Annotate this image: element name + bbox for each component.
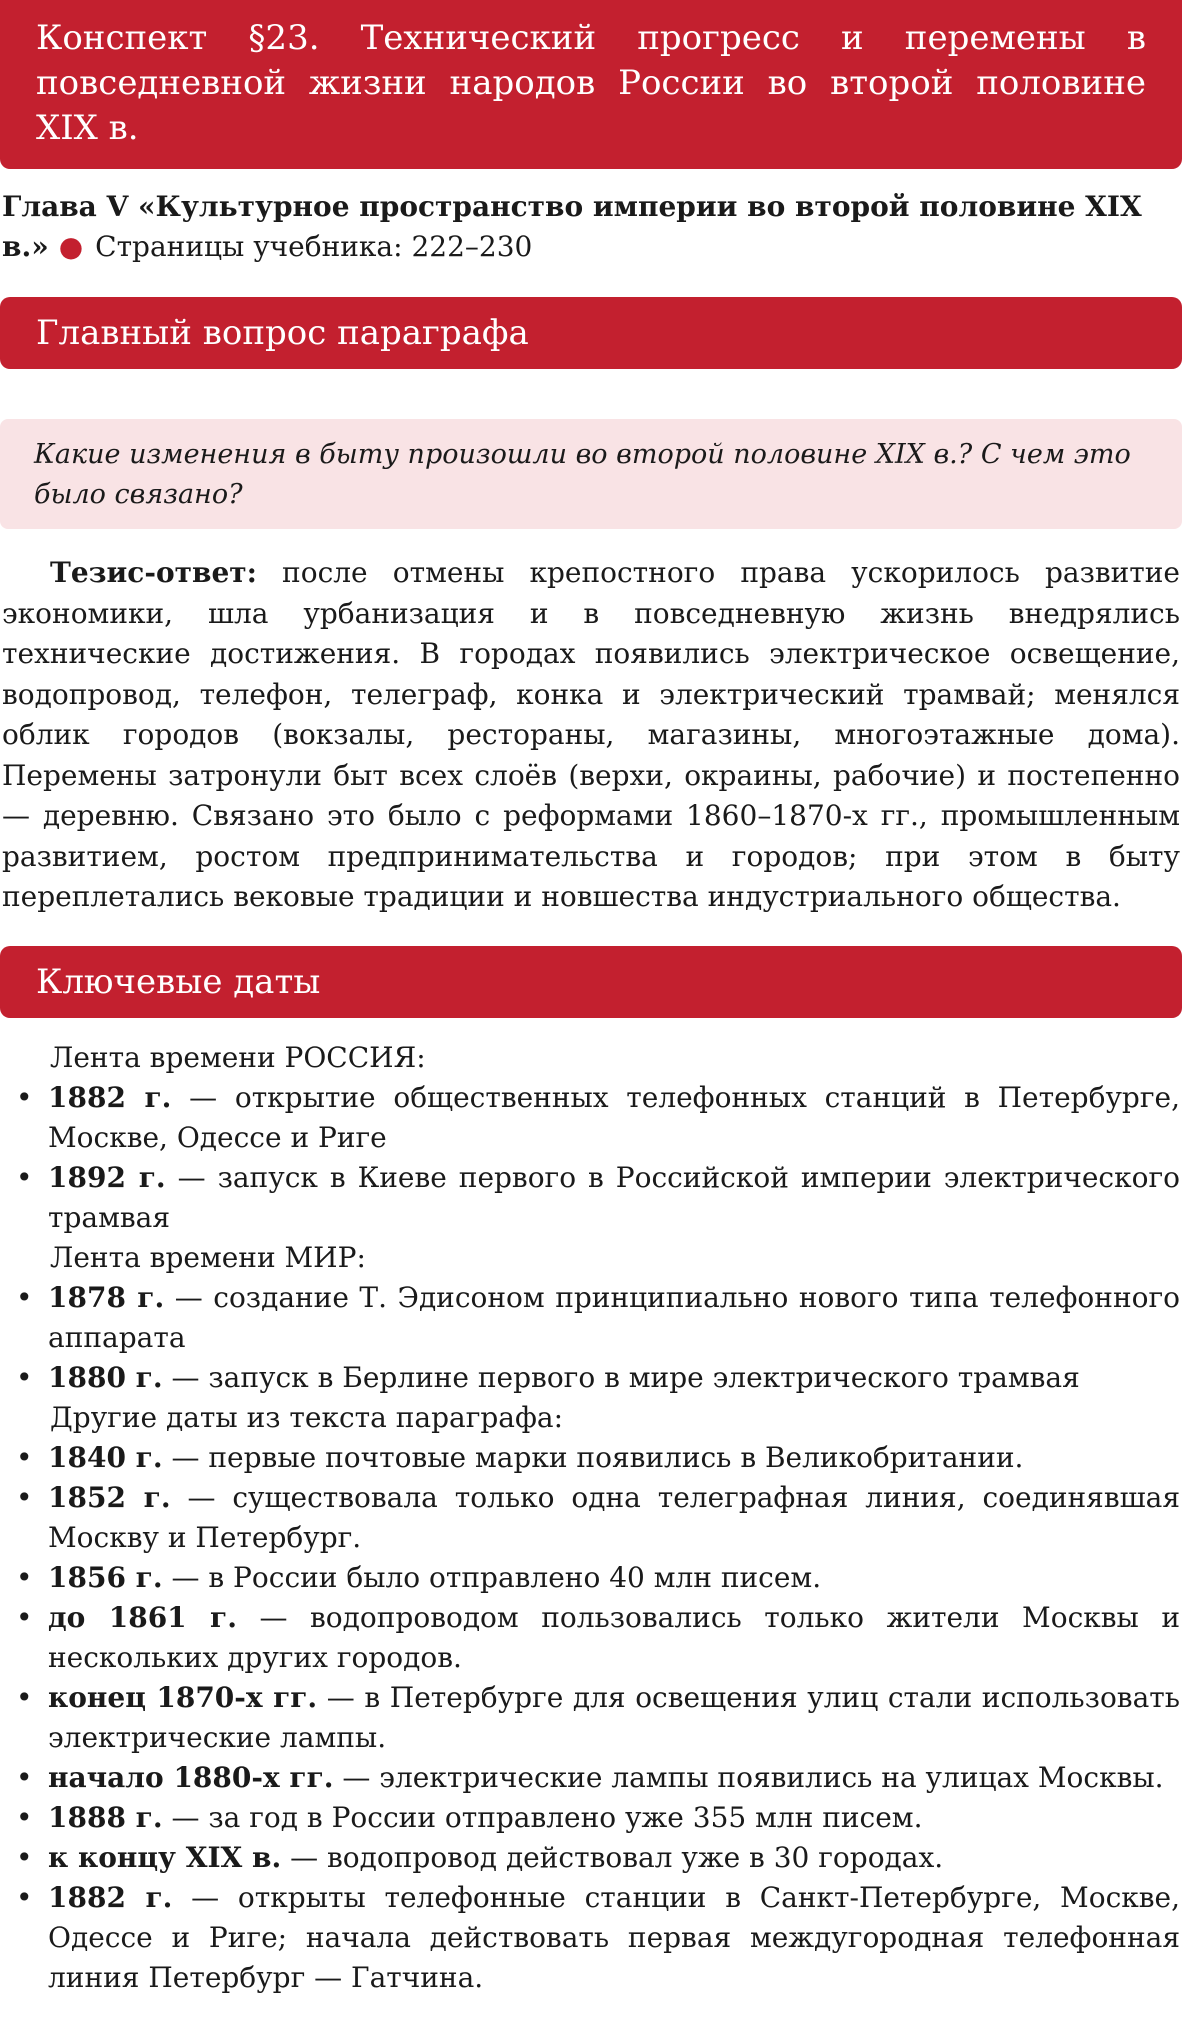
page-title: Конспект §23. Технический прогресс и перемены в повседневной жизни народов России во второй половине XIX в. — [36, 18, 1146, 148]
date-description: — в Петербурге для освещения улиц стали использовать электрические лампы. — [48, 1680, 1180, 1754]
bullet-icon: • — [16, 1160, 33, 1194]
date-label: 1880 г. — [48, 1360, 163, 1394]
list-item — [2, 1878, 1180, 1998]
date-label: 1878 г. — [48, 1280, 165, 1314]
timeline-world-heading: Лента времени МИР: — [50, 1240, 366, 1274]
bullet-icon: • — [16, 1680, 33, 1714]
bullet-icon: • — [16, 1800, 33, 1834]
date-description: — открыты телефонные станции в Санкт-Петербурге, Москве, Одессе и Риге; начала действовать первая междугородная телефонная линия Петербург — Гатчина. — [48, 1880, 1180, 1994]
date-label: начало 1880-х гг. — [48, 1760, 334, 1794]
bullet-icon: • — [16, 1080, 33, 1114]
other-dates-heading: Другие даты из текста параграфа: — [50, 1400, 564, 1434]
date-label: 1840 г. — [48, 1440, 163, 1474]
list-item — [2, 1838, 1180, 1878]
date-label: 1856 г. — [48, 1560, 163, 1594]
date-label: 1892 г. — [48, 1160, 166, 1194]
date-label: 1888 г. — [48, 1800, 163, 1834]
bullet-icon: • — [16, 1600, 33, 1634]
date-description: — в России было отправлено 40 млн писем. — [162, 1560, 822, 1594]
date-description: — создание Т. Эдисоном принципиально нового типа телефонного аппарата — [48, 1280, 1180, 1354]
key-dates-heading: Ключевые даты — [36, 961, 321, 1002]
date-description: — запуск в Берлине первого в мире электрического трамвая — [162, 1360, 1080, 1394]
bullet-icon: • — [16, 1440, 33, 1474]
textbook-pages: Страницы учебника: 222–230 — [95, 230, 533, 263]
thesis-text: после отмены крепостного права ускорилось развитие экономики, шла урбанизация и в повседневную жизнь внедрялись технические достижения. В городах появились электрическое освещение, водопровод, телефон, телеграф, конка и электрический трамвай; менялся облик городов (вокзалы, рестораны, магазины, многоэтажные дома). Перемены затронули быт всех слоёв (верхи, окраины, рабочие) и постепенно — деревню. Связано это было с реформами 1860–1870-х гг., промышленным развитием, ростом предпринимательства и городов; при этом в быту переплетались вековые традиции и новшества индустриального общества. — [2, 556, 1180, 913]
list-item — [2, 1758, 1180, 1798]
list-item — [2, 1598, 1180, 1678]
date-description: — первые почтовые марки появились в Великобритании. — [162, 1440, 1024, 1474]
bullet-dot-icon: ● — [58, 230, 84, 263]
list-item — [2, 1078, 1180, 1158]
page-title-banner — [0, 0, 1182, 169]
date-description: — существовала только одна телеграфная линия, соединявшая Москву и Петербург. — [48, 1480, 1180, 1554]
main-question-heading: Главный вопрос параграфа — [36, 313, 529, 353]
date-description: — водопроводом пользовались только жители Москвы и нескольких других городов. — [48, 1600, 1180, 1674]
list-item — [2, 1478, 1180, 1558]
date-label: 1882 г. — [48, 1880, 173, 1914]
bullet-icon: • — [16, 1360, 33, 1394]
date-label: к концу XIX в. — [48, 1840, 282, 1874]
list-item — [2, 1438, 1180, 1478]
date-description: — открытие общественных телефонных станций в Петербурге, Москве, Одессе и Риге — [48, 1080, 1180, 1154]
main-question-text: Какие изменения в быту произошли во второй половине XIX в.? С чем это было связано? — [34, 439, 1131, 510]
list-item — [2, 1798, 1180, 1838]
date-label: 1882 г. — [48, 1080, 172, 1114]
timeline-russia-heading: Лента времени РОССИЯ: — [50, 1040, 426, 1074]
list-item — [2, 1278, 1180, 1358]
list-item — [2, 1558, 1180, 1598]
main-question-heading-banner — [0, 297, 1182, 369]
key-dates-list — [0, 1038, 1182, 1998]
bullet-icon: • — [16, 1480, 33, 1514]
thesis-label: Тезис-ответ: — [50, 556, 257, 589]
bullet-icon: • — [16, 1560, 33, 1594]
bullet-icon: • — [16, 1840, 33, 1874]
list-item — [2, 1678, 1180, 1758]
thesis-answer — [0, 553, 1182, 918]
list-item — [2, 1158, 1180, 1238]
chapter-label: Глава V «Культурное пространство империи во второй половине XIX в.» — [2, 190, 1142, 263]
date-description: — водопровод действовал уже в 30 городах. — [281, 1840, 944, 1874]
main-question-box — [0, 419, 1182, 529]
date-description: — запуск в Киеве первого в Российской империи электрического трамвая — [48, 1160, 1180, 1234]
date-description: — за год в России отправлено уже 355 млн писем. — [162, 1800, 923, 1834]
date-label: конец 1870-х гг. — [48, 1680, 318, 1714]
date-description: — электрические лампы появились на улицах Москвы. — [333, 1760, 1164, 1794]
date-label: до 1861 г. — [48, 1600, 237, 1634]
key-dates-heading-banner — [0, 946, 1182, 1018]
bullet-icon: • — [16, 1760, 33, 1794]
bullet-icon: • — [16, 1880, 33, 1914]
bullet-icon: • — [16, 1280, 33, 1314]
date-label: 1852 г. — [48, 1480, 171, 1514]
list-item — [2, 1358, 1180, 1398]
chapter-info — [0, 187, 1182, 267]
